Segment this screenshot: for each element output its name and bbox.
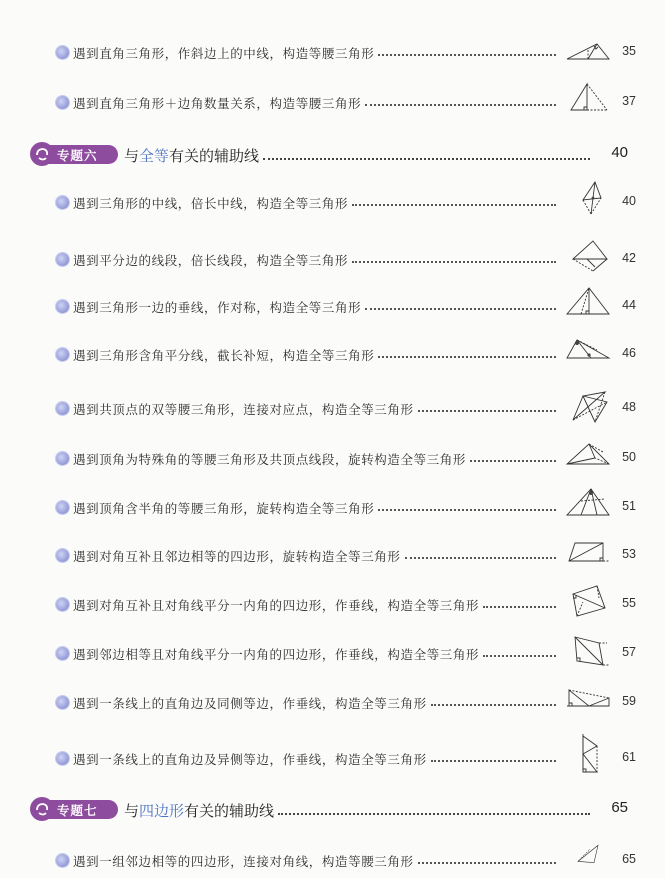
toc-entry[interactable] bbox=[56, 643, 636, 665]
bullet-icon bbox=[56, 647, 69, 660]
section-badge bbox=[30, 142, 118, 166]
dot-leader bbox=[378, 509, 556, 511]
entry-title: 遇到三角形一边的垂线，作对称，构造全等三角形 bbox=[73, 300, 362, 315]
page-number: 65 bbox=[611, 799, 628, 816]
toc-entry[interactable] bbox=[56, 545, 636, 567]
double-median-icon bbox=[563, 176, 613, 218]
bullet-icon bbox=[56, 402, 69, 415]
swirl-icon bbox=[34, 801, 50, 817]
swirl-icon bbox=[34, 146, 50, 162]
dot-leader bbox=[418, 862, 556, 864]
bullet-icon bbox=[56, 854, 69, 867]
entry-title: 遇到顶角含半角的等腰三角形，旋转构造全等三角形 bbox=[73, 501, 375, 516]
section-header[interactable] bbox=[30, 142, 628, 168]
opposite-side-right-icon bbox=[563, 732, 613, 774]
page-number: 51 bbox=[622, 499, 636, 513]
bullet-icon bbox=[56, 46, 69, 59]
entry-title: 遇到三角形的中线，倍长中线，构造全等三角形 bbox=[73, 196, 349, 211]
entry-title: 遇到直角三角形＋边角数量关系，构造等腰三角形 bbox=[73, 96, 362, 111]
dot-leader bbox=[352, 204, 556, 206]
toc-entry[interactable] bbox=[56, 748, 636, 770]
toc-entry[interactable] bbox=[56, 344, 636, 366]
section-header[interactable] bbox=[30, 797, 628, 823]
same-side-right-icon bbox=[563, 676, 613, 718]
page-number: 50 bbox=[622, 450, 636, 464]
bullet-icon bbox=[56, 501, 69, 514]
dot-leader bbox=[431, 760, 556, 762]
dot-leader bbox=[418, 410, 556, 412]
dot-leader bbox=[365, 308, 556, 310]
toc-entry[interactable] bbox=[56, 497, 636, 519]
page-number: 55 bbox=[622, 596, 636, 610]
entry-title: 遇到共顶点的双等腰三角形，连接对应点，构造全等三角形 bbox=[73, 402, 414, 417]
toc-entry[interactable] bbox=[56, 594, 636, 616]
entry-title: 遇到三角形含角平分线，截长补短，构造全等三角形 bbox=[73, 348, 375, 363]
page-number: 48 bbox=[622, 400, 636, 414]
page-number: 57 bbox=[622, 645, 636, 659]
page-number: 44 bbox=[622, 298, 636, 312]
toc-entry[interactable] bbox=[56, 42, 636, 64]
bullet-icon bbox=[56, 549, 69, 562]
quad-diagonal-icon bbox=[563, 844, 613, 872]
entry-title: 遇到平分边的线段，倍长线段，构造全等三角形 bbox=[73, 253, 349, 268]
dot-leader bbox=[483, 606, 556, 608]
entry-title: 遇到邻边相等且对角线平分一内角的四边形，作垂线，构造全等三角形 bbox=[73, 647, 480, 662]
section-badge-label: 专题六 bbox=[57, 148, 98, 163]
dot-leader bbox=[470, 460, 556, 462]
bisected-segment-icon bbox=[563, 233, 613, 275]
page-number: 53 bbox=[622, 547, 636, 561]
section-title: 与全等有关的辅助线 bbox=[124, 147, 260, 165]
toc-entry[interactable] bbox=[56, 92, 636, 114]
right-triangle-median-icon bbox=[563, 26, 613, 68]
angle-bisector-icon bbox=[563, 328, 613, 370]
dot-leader bbox=[365, 104, 556, 106]
half-angle-icon bbox=[563, 481, 613, 523]
rotation-isosceles-icon bbox=[563, 432, 613, 474]
supplementary-quad-icon bbox=[563, 529, 613, 571]
dot-leader bbox=[352, 261, 556, 263]
toc-entry[interactable] bbox=[56, 398, 636, 420]
dot-leader bbox=[263, 158, 590, 160]
toc-entry[interactable] bbox=[56, 192, 636, 214]
toc-entry[interactable] bbox=[56, 448, 636, 470]
entry-title: 遇到一条线上的直角边及异侧等边，作垂线，构造全等三角形 bbox=[73, 752, 427, 767]
double-isosceles-icon bbox=[563, 382, 613, 424]
bullet-icon bbox=[56, 96, 69, 109]
dot-leader bbox=[378, 54, 556, 56]
quad-adjacent-equal-icon bbox=[563, 627, 613, 669]
toc-entry[interactable] bbox=[56, 296, 636, 318]
bullet-icon bbox=[56, 300, 69, 313]
dot-leader bbox=[405, 557, 556, 559]
entry-title: 遇到一条线上的直角边及同侧等边，作垂线，构造全等三角形 bbox=[73, 696, 427, 711]
section-badge bbox=[30, 797, 118, 821]
dot-leader bbox=[378, 356, 556, 358]
entry-title: 遇到对角互补且邻边相等的四边形，旋转构造全等三角形 bbox=[73, 549, 401, 564]
page-number: 37 bbox=[622, 94, 636, 108]
entry-title: 遇到直角三角形，作斜边上的中线，构造等腰三角形 bbox=[73, 46, 375, 61]
entry-title: 遇到一组邻边相等的四边形，连接对角线，构造等腰三角形 bbox=[73, 854, 414, 869]
page-number: 40 bbox=[622, 194, 636, 208]
bullet-icon bbox=[56, 348, 69, 361]
entry-title: 遇到顶角为特殊角的等腰三角形及共顶点线段，旋转构造全等三角形 bbox=[73, 452, 467, 467]
bullet-icon bbox=[56, 253, 69, 266]
page-number: 46 bbox=[622, 346, 636, 360]
dot-leader bbox=[431, 704, 556, 706]
section-badge-label: 专题七 bbox=[57, 803, 98, 818]
quad-diagonal-bisector-icon bbox=[563, 578, 613, 620]
section-title: 与四边形有关的辅助线 bbox=[124, 802, 275, 820]
toc-entry[interactable] bbox=[56, 249, 636, 271]
page-number: 40 bbox=[611, 144, 628, 161]
page-number: 65 bbox=[622, 852, 636, 866]
toc-entry[interactable] bbox=[56, 692, 636, 714]
right-triangle-angle-icon bbox=[563, 76, 613, 118]
bullet-icon bbox=[56, 752, 69, 765]
dot-leader bbox=[278, 813, 590, 815]
page-number: 35 bbox=[622, 44, 636, 58]
page-number: 59 bbox=[622, 694, 636, 708]
perpendicular-symmetry-icon bbox=[563, 280, 613, 322]
bullet-icon bbox=[56, 452, 69, 465]
page-number: 61 bbox=[622, 750, 636, 764]
toc-entry[interactable] bbox=[56, 850, 636, 872]
page-number: 42 bbox=[622, 251, 636, 265]
bullet-icon bbox=[56, 196, 69, 209]
dot-leader bbox=[483, 655, 556, 657]
bullet-icon bbox=[56, 598, 69, 611]
bullet-icon bbox=[56, 696, 69, 709]
entry-title: 遇到对角互补且对角线平分一内角的四边形，作垂线，构造全等三角形 bbox=[73, 598, 480, 613]
